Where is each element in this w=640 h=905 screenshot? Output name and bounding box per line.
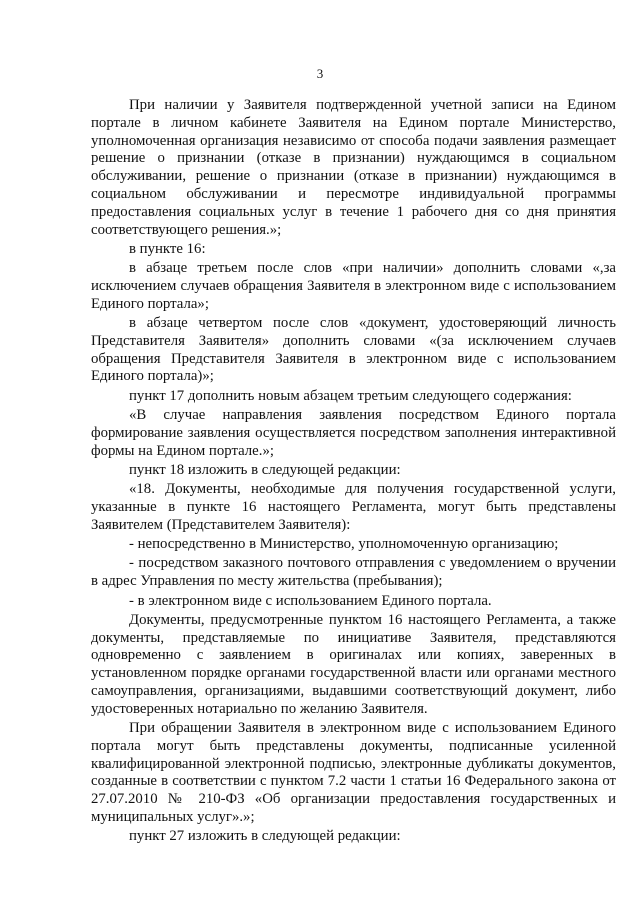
paragraph-personal-account-decision: При наличии у Заявителя подтвержденной учетной записи на Едином портале в личном кабинете Заявителя на Едином портале Министерство, уполномоченная организация независимо от способа подачи заявления размещает решение о признании (отказе в признании) нуждающимся в социальном обслуживании, решение о признании (отказе в признании) нуждающимся в социальном обслуживании и пересмотре индивидуальной программы предоставления социальных услуг в течение 1 рабочего дня со дня принятия соответствующего решения.»; [91, 97, 616, 238]
paragraph-point-17-intro: пункт 17 дополнить новым абзацем третьим следующего содержания: [129, 387, 572, 404]
paragraph-point-17-text: «В случае направления заявления посредством Единого портала формирование заявления осуществляется посредством заполнения интерактивной формы на Едином портале.»; [91, 407, 616, 459]
paragraph-point-16-abzac-3: в абзаце третьем после слов «при наличии» дополнить словами «,за исключением случаев обращения Заявителя в электронном виде с использованием Единого портала»; [91, 260, 616, 312]
paragraph-point-16-abzac-4: в абзаце четвертом после слов «документ, удостоверяющий личность Представителя Заявителя» дополнить словами «(за исключением случаев обращения Представителя Заявителя в электронном виде с использованием Единого портала)»; [91, 315, 616, 385]
list-item-mail: - посредством заказного почтового отправления с уведомлением о вручении в адрес Управления по месту жительства (пребывания); [91, 555, 616, 590]
paragraph-point-27-intro: пункт 27 изложить в следующей редакции: [129, 828, 401, 845]
paragraph-point-18-text: «18. Документы, необходимые для получения государственной услуги, указанные в пункте 16 настоящего Регламента, могут быть представлены Заявителем (Представителем Заявителя): [91, 481, 616, 533]
list-item-electronic: - в электронном виде с использованием Единого портала. [129, 592, 492, 609]
document-body [91, 97, 616, 848]
paragraph-point-16-intro: в пункте 16: [129, 240, 206, 257]
paragraph-electronic-documents: При обращении Заявителя в электронном виде с использованием Единого портала могут быть представлены документы, подписанные усиленной квалифицированной электронной подписью, электронные дубликаты документов, созданные в соответствии с пунктом 7.2 части 1 статьи 16 Федерального закона от 27.07.2010 № 210-ФЗ «Об организации предоставления государственных и муниципальных услуг».»; [91, 720, 616, 826]
paragraph-documents: Документы, предусмотренные пунктом 16 настоящего Регламента, а также документы, представляемые по инициативе Заявителя, представляются одновременно с заявлением в оригиналах или копиях, заверенных в установленном порядке органами государственной власти или органами местного самоуправления, организациями, выдавшими соответствующий документ, либо удостоверенных нотариально по желанию Заявителя. [91, 611, 616, 717]
page-number: 3 [316, 66, 324, 81]
paragraph-point-18-intro: пункт 18 изложить в следующей редакции: [129, 461, 401, 478]
list-item-ministry: - непосредственно в Министерство, уполномоченную организацию; [129, 536, 559, 553]
